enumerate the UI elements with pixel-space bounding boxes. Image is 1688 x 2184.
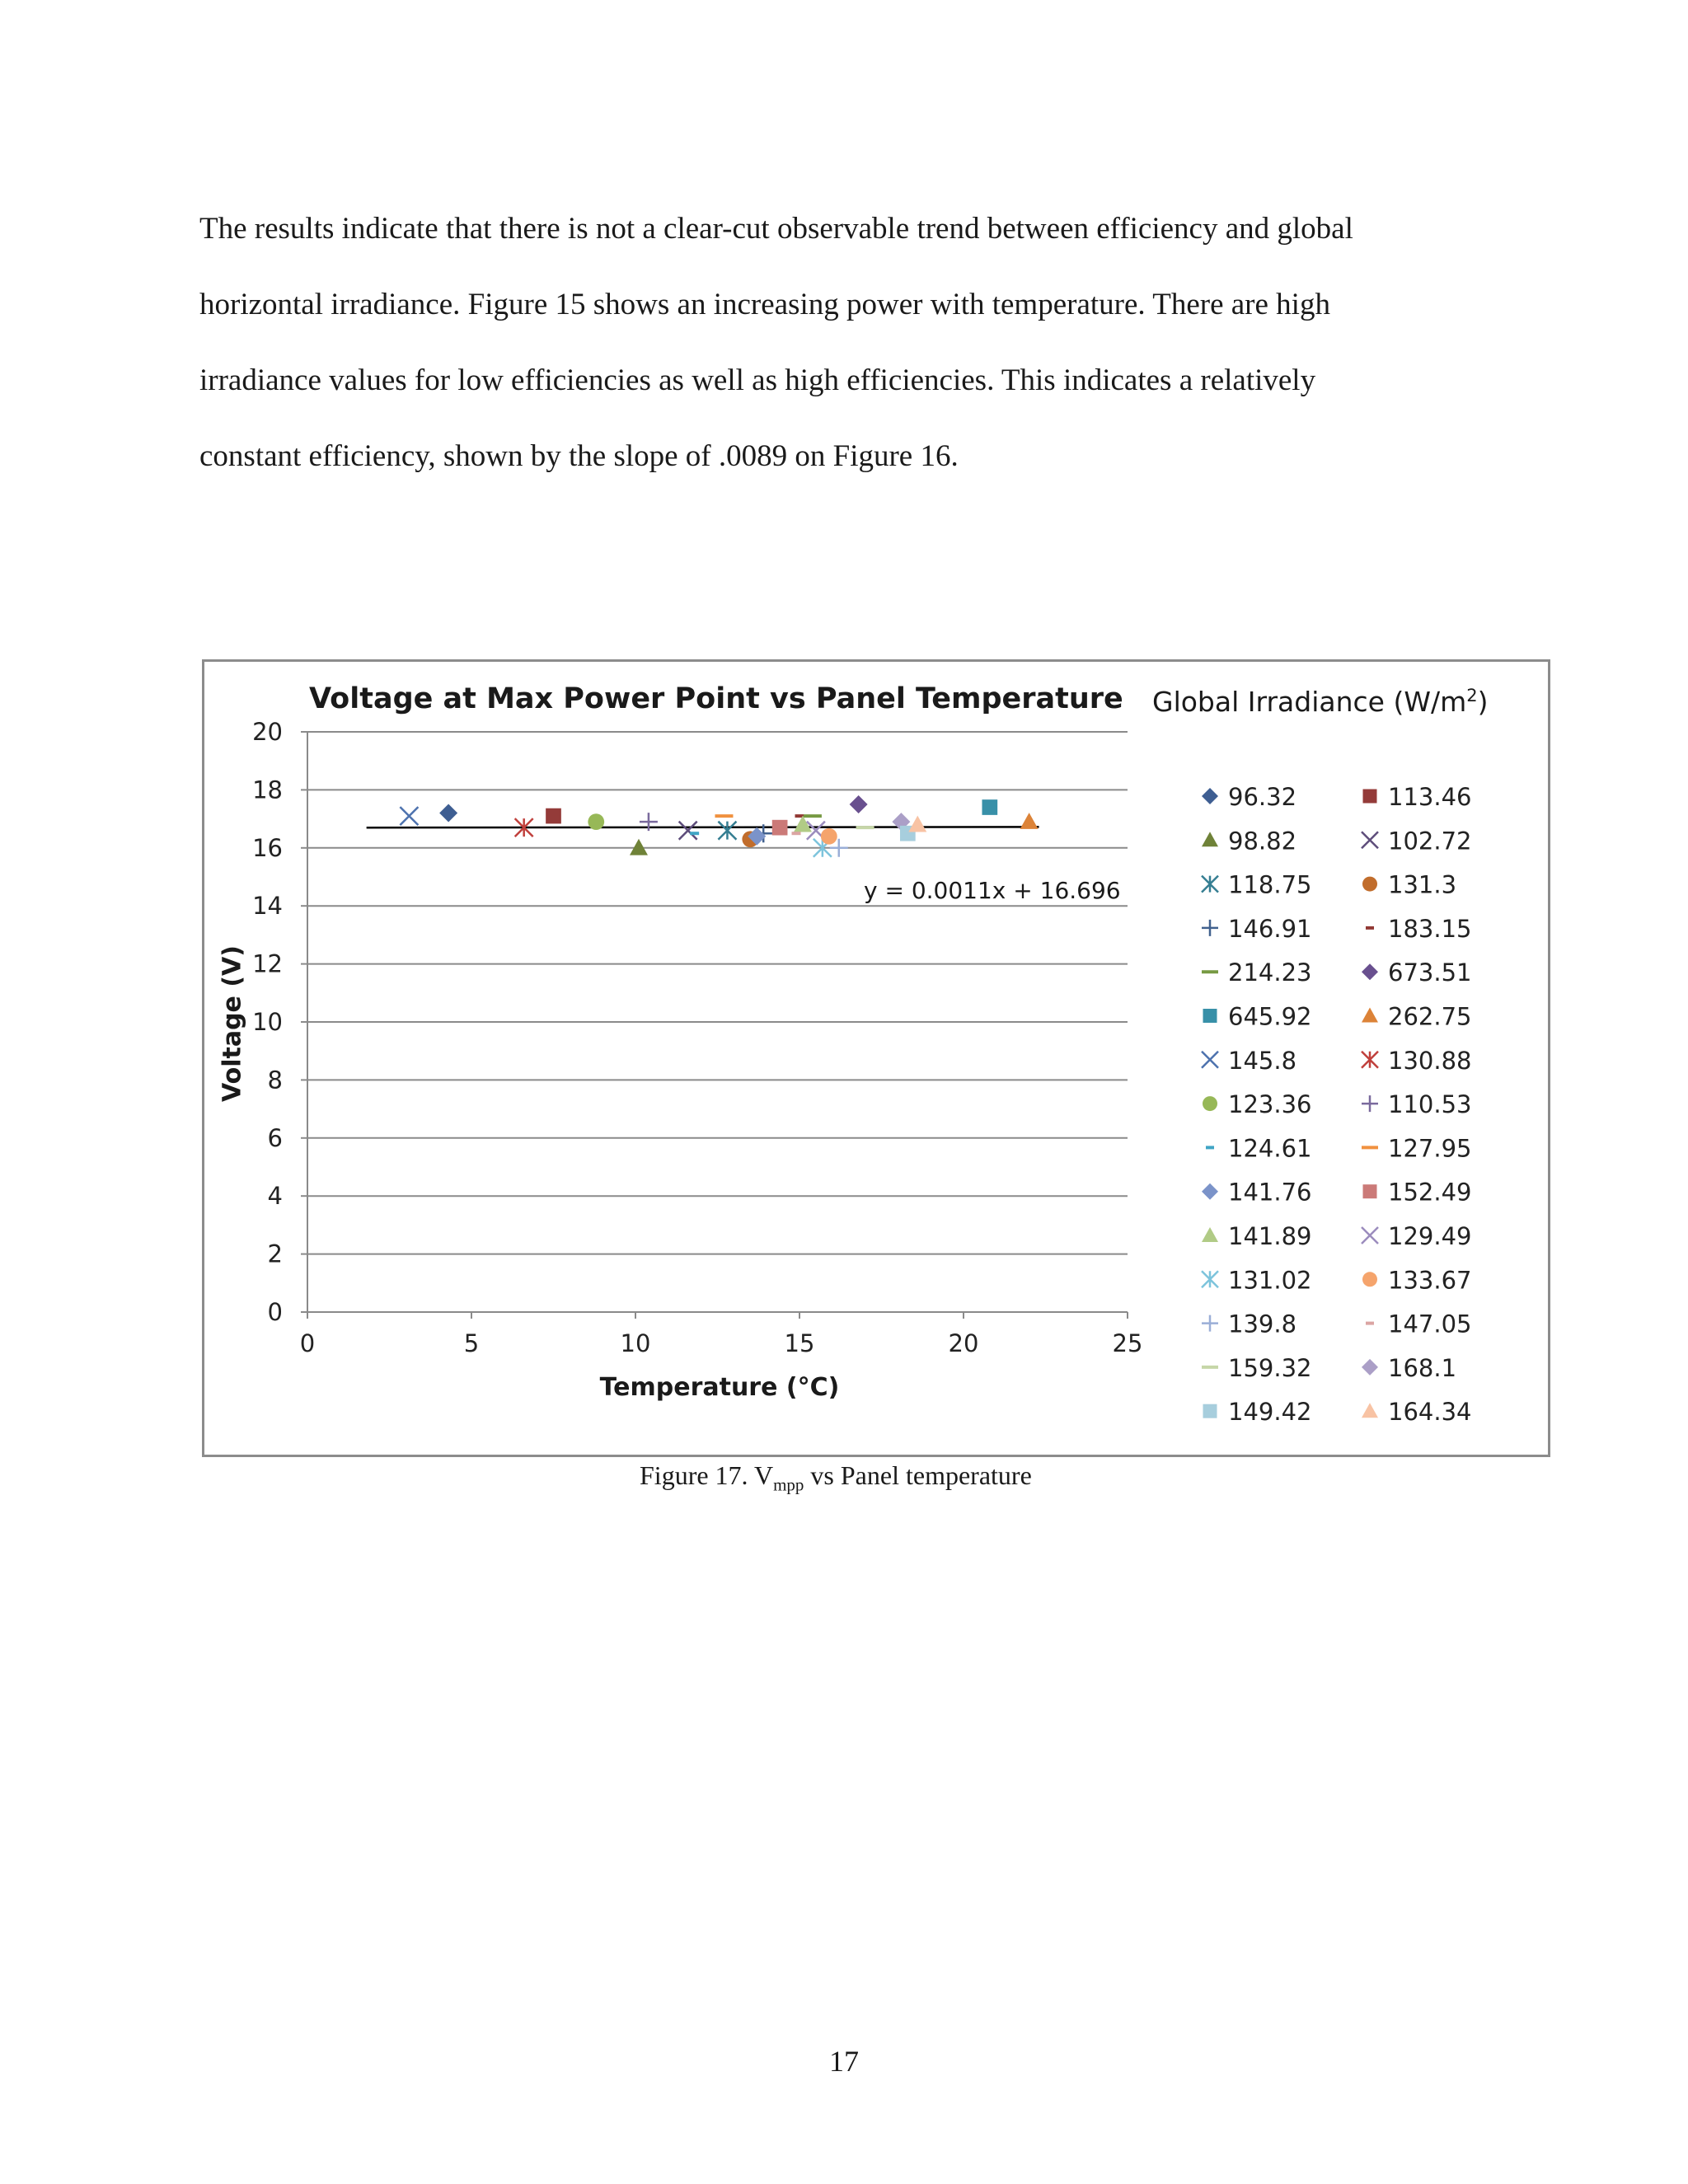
legend-marker xyxy=(1202,876,1218,893)
legend-marker xyxy=(1202,920,1218,936)
legend-label: 146.91 xyxy=(1228,914,1312,943)
data-point xyxy=(1020,813,1039,829)
figure-caption xyxy=(640,1460,1032,1495)
legend-label: 123.36 xyxy=(1228,1090,1312,1119)
data-point xyxy=(982,799,997,815)
data-point xyxy=(439,804,457,823)
legend-marker xyxy=(1363,1184,1377,1198)
legend-marker xyxy=(1202,1227,1218,1242)
legend-marker xyxy=(1362,1008,1378,1023)
legend-marker xyxy=(1363,790,1377,804)
legend-marker xyxy=(1202,832,1218,846)
legend-title-close: ) xyxy=(1477,686,1489,718)
legend-marker xyxy=(1203,1404,1217,1418)
y-tick-label: 16 xyxy=(252,833,283,862)
legend-label: 159.32 xyxy=(1228,1353,1312,1382)
legend-label: 141.76 xyxy=(1228,1178,1312,1207)
x-tick-label: 0 xyxy=(299,1329,316,1357)
paragraph-line: The results indicate that there is not a clear-cut observable trend between efficiency and global xyxy=(199,212,1353,246)
legend-marker xyxy=(1202,788,1218,804)
legend-title xyxy=(1152,686,1488,718)
legend-label: 149.42 xyxy=(1228,1398,1312,1427)
y-tick-label: 2 xyxy=(267,1240,283,1268)
y-tick-label: 8 xyxy=(267,1066,283,1094)
legend-label: 673.51 xyxy=(1388,958,1472,987)
data-point xyxy=(908,816,926,832)
legend-marker xyxy=(1202,1052,1218,1068)
x-tick-label: 20 xyxy=(948,1329,979,1357)
x-tick-label: 5 xyxy=(463,1329,480,1357)
legend-label: 124.61 xyxy=(1228,1134,1312,1163)
legend-label: 147.05 xyxy=(1388,1310,1472,1338)
legend-label: 118.75 xyxy=(1228,870,1312,899)
legend-marker xyxy=(1202,1315,1218,1332)
legend-label: 168.1 xyxy=(1388,1353,1457,1382)
legend-marker xyxy=(1362,877,1377,892)
data-point xyxy=(850,795,868,813)
y-axis-label: Voltage (V) xyxy=(218,945,247,1102)
legend-label: 102.72 xyxy=(1388,827,1472,855)
legend-label: 131.02 xyxy=(1228,1266,1312,1295)
page-number: 17 xyxy=(829,2045,859,2078)
legend-marker xyxy=(1203,1009,1217,1023)
paragraph-line: irradiance values for low efficiencies as well as high efficiencies. This indicates a relatively xyxy=(199,363,1316,397)
y-tick-label: 12 xyxy=(252,949,283,978)
legend-title-superscript: 2 xyxy=(1466,686,1478,705)
legend-marker xyxy=(1362,1272,1377,1286)
y-tick-label: 6 xyxy=(267,1123,283,1152)
legend-marker xyxy=(1362,1052,1378,1068)
caption-suffix: vs Panel temperature xyxy=(804,1460,1032,1490)
data-point xyxy=(679,822,697,840)
legend-marker xyxy=(1362,1227,1378,1244)
caption-subscript: mpp xyxy=(773,1474,804,1495)
y-tick-label: 4 xyxy=(267,1182,283,1211)
legend-label: 141.89 xyxy=(1228,1222,1312,1250)
legend-label: 183.15 xyxy=(1388,914,1472,943)
y-tick-label: 10 xyxy=(252,1008,283,1036)
y-tick-label: 0 xyxy=(267,1298,283,1326)
legend-label: 139.8 xyxy=(1228,1310,1297,1338)
legend-marker xyxy=(1362,1403,1378,1418)
data-point xyxy=(821,828,837,845)
data-point xyxy=(718,822,736,840)
legend-label: 96.32 xyxy=(1228,783,1297,811)
legend-marker xyxy=(1202,1183,1218,1200)
data-point xyxy=(630,839,648,855)
paragraph-line: horizontal irradiance. Figure 15 shows an increasing power with temperature. There are high xyxy=(199,288,1330,321)
legend-label: 214.23 xyxy=(1228,958,1312,987)
y-tick-label: 18 xyxy=(252,776,283,804)
data-point xyxy=(546,808,561,824)
legend-label: 129.49 xyxy=(1388,1222,1472,1250)
x-axis-label: Temperature (°C) xyxy=(599,1373,840,1402)
legend-marker xyxy=(1362,1095,1378,1112)
legend-label: 130.88 xyxy=(1388,1046,1472,1075)
x-tick-label: 25 xyxy=(1112,1329,1143,1357)
legend-marker xyxy=(1362,1359,1378,1376)
legend-label: 262.75 xyxy=(1388,1002,1472,1031)
legend-marker xyxy=(1203,1096,1217,1111)
legend-marker xyxy=(1362,963,1378,980)
x-tick-label: 15 xyxy=(784,1329,815,1357)
trendline-equation: y = 0.0011x + 16.696 xyxy=(864,877,1121,904)
x-tick-label: 10 xyxy=(620,1329,651,1357)
y-tick-label: 14 xyxy=(252,892,283,921)
paragraph-line: constant efficiency, shown by the slope of .0089 on Figure 16. xyxy=(199,439,959,473)
legend-label: 145.8 xyxy=(1228,1046,1297,1075)
legend-marker xyxy=(1362,832,1378,848)
data-point xyxy=(588,813,604,830)
data-point xyxy=(772,820,788,836)
legend-label: 133.67 xyxy=(1388,1266,1472,1295)
caption-prefix: Figure 17. V xyxy=(640,1460,774,1490)
legend-marker xyxy=(1202,1271,1218,1287)
legend-label: 98.82 xyxy=(1228,827,1297,855)
chart-title: Voltage at Max Power Point vs Panel Temperature xyxy=(309,682,1123,715)
y-tick-label: 20 xyxy=(252,718,283,746)
legend-label: 164.34 xyxy=(1388,1398,1472,1427)
legend-label: 131.3 xyxy=(1388,870,1457,899)
data-point xyxy=(400,807,418,825)
legend-label: 113.46 xyxy=(1388,783,1472,811)
legend-label: 152.49 xyxy=(1388,1178,1472,1207)
legend-label: 110.53 xyxy=(1388,1090,1472,1119)
legend-label: 127.95 xyxy=(1388,1134,1472,1163)
legend-title-text: Global Irradiance (W/m xyxy=(1152,686,1467,718)
legend-label: 645.92 xyxy=(1228,1002,1312,1031)
